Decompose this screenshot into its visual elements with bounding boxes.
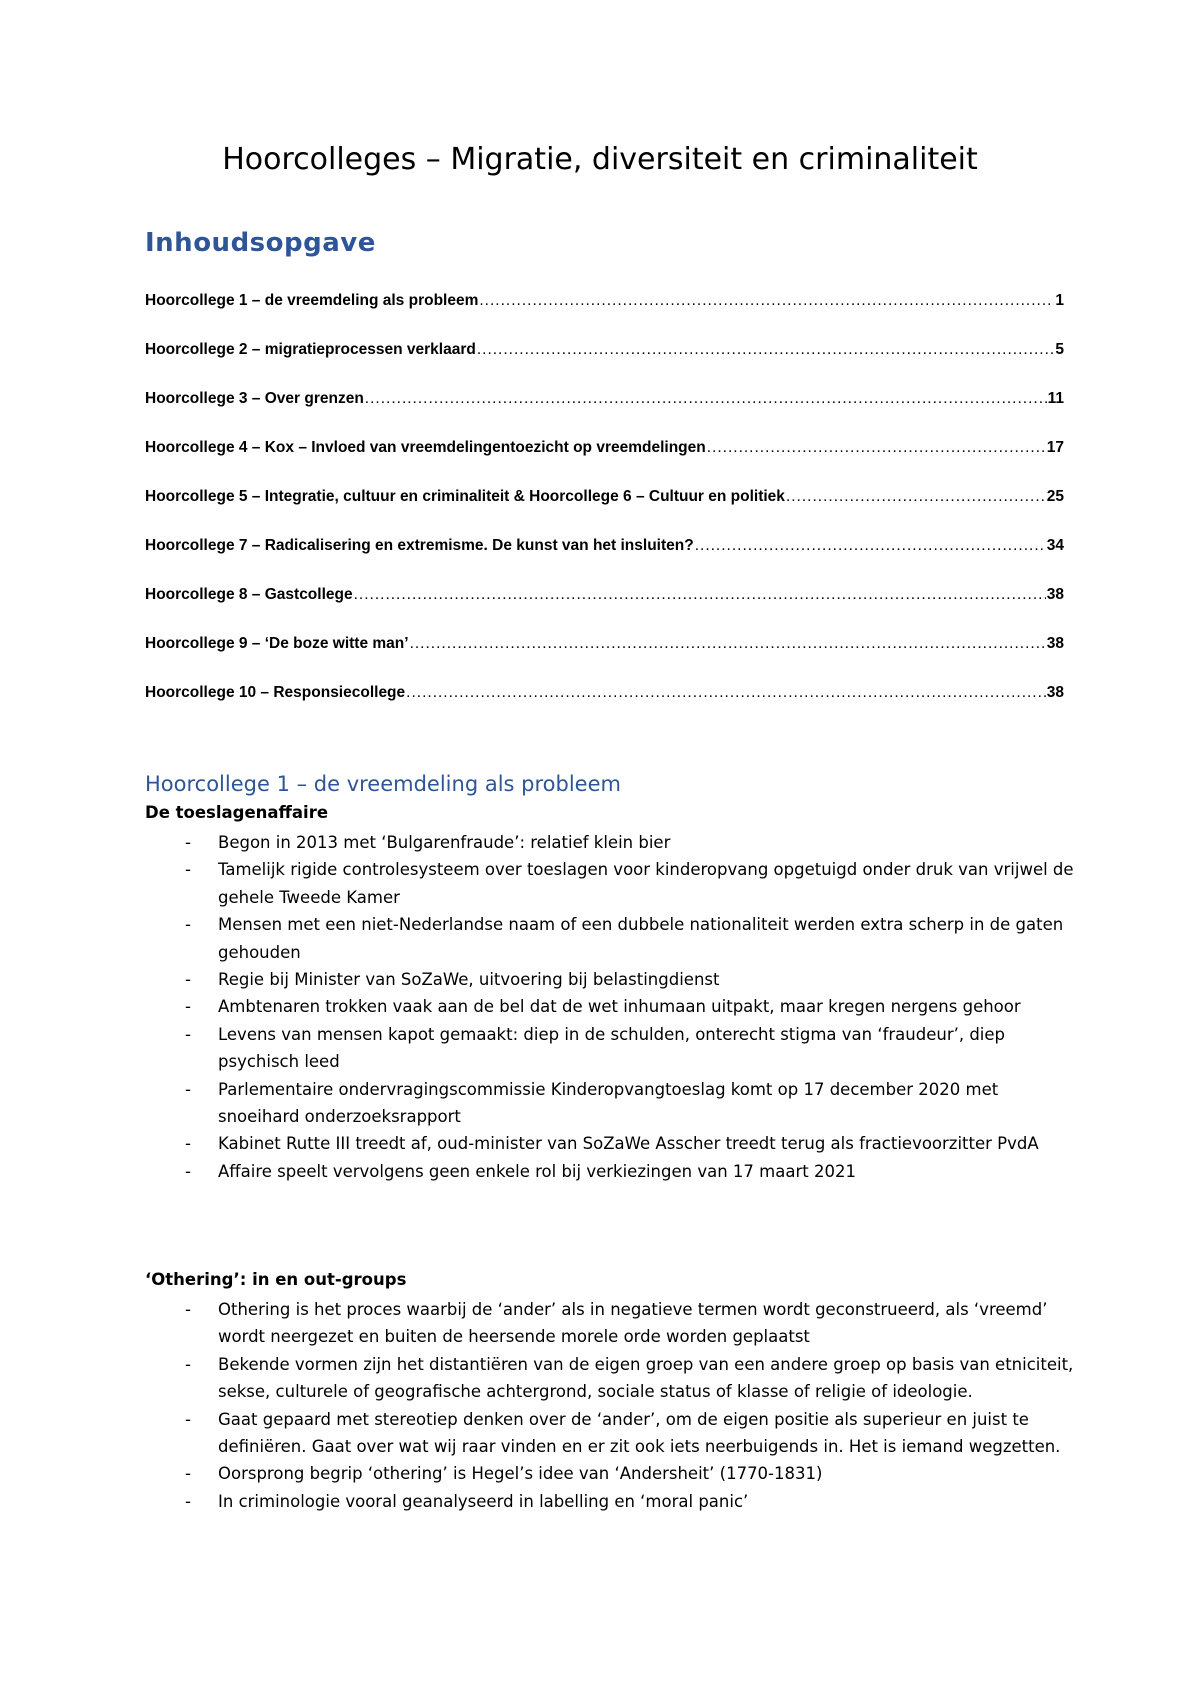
list-item: - Gaat gepaard met stereotiep denken over de ‘ander’, om de eigen positie als superieur en juist te definiëren. Gaat over wat wij raar vinden en er zit ook iets neerbuigends in. Het is iemand wegzetten. — [145, 1406, 1075, 1461]
toc-entry-title: Hoorcollege 7 – Radicalisering en extremisme. De kunst van het insluiten? — [145, 537, 694, 554]
toc-entry-title: Hoorcollege 4 – Kox – Invloed van vreemdelingentoezicht op vreemdelingen — [145, 439, 706, 456]
toc-entry-page: 38 — [1046, 586, 1064, 603]
toc-entry-title: Hoorcollege 2 – migratieprocessen verklaard — [145, 341, 476, 358]
subsection-heading-othering: ‘Othering’: in en out-groups — [145, 1270, 407, 1289]
list-item: - Oorsprong begrip ‘othering’ is Hegel’s idee van ‘Andersheit’ (1770-1831) — [145, 1460, 1075, 1487]
list-item: - Begon in 2013 met ‘Bulgarenfraude’: relatief klein bier — [145, 829, 1075, 856]
toc-leader — [707, 439, 1046, 457]
toc-entry[interactable] — [145, 439, 1064, 488]
list-item: - Affaire speelt vervolgens geen enkele rol bij verkiezingen van 17 maart 2021 — [145, 1158, 1075, 1185]
bullet-list-othering — [145, 1296, 1075, 1515]
list-item: - Parlementaire ondervragingscommissie Kinderopvangtoeslag komt op 17 december 2020 met snoeihard onderzoeksrapport — [145, 1076, 1075, 1131]
list-item: - Othering is het proces waarbij de ‘ander’ als in negatieve termen wordt geconstrueerd, als ‘vreemd’ wordt neergezet en buiten de heersende morele orde worden geplaatst — [145, 1296, 1075, 1351]
toc-leader — [354, 586, 1046, 604]
toc-entry-page: 38 — [1046, 635, 1064, 652]
list-item: - Kabinet Rutte III treedt af, oud-minister van SoZaWe Asscher treedt terug als fractievoorzitter PvdA — [145, 1130, 1075, 1157]
toc-entry-title: Hoorcollege 10 – Responsiecollege — [145, 684, 406, 701]
toc-entry-page: 5 — [1055, 341, 1064, 358]
list-item: - Mensen met een niet-Nederlandse naam of een dubbele nationaliteit werden extra scherp in de gaten gehouden — [145, 911, 1075, 966]
toc-entry-title: Hoorcollege 8 – Gastcollege — [145, 586, 353, 603]
bullet-list-toeslagenaffaire — [145, 829, 1075, 1185]
toc-leader — [365, 390, 1047, 408]
list-item: - Regie bij Minister van SoZaWe, uitvoering bij belastingdienst — [145, 966, 1075, 993]
toc-leader — [479, 292, 1054, 310]
toc-entry-page: 17 — [1046, 439, 1064, 456]
toc-leader — [410, 635, 1046, 653]
toc-leader — [477, 341, 1055, 359]
table-of-contents — [145, 292, 1064, 733]
toc-entry[interactable] — [145, 635, 1064, 684]
list-item: - Ambtenaren trokken vaak aan de bel dat de wet inhumaan uitpakt, maar kregen nergens gehoor — [145, 993, 1075, 1020]
toc-heading: Inhoudsopgave — [145, 228, 376, 258]
list-item: - In criminologie vooral geanalyseerd in labelling en ‘moral panic’ — [145, 1488, 1075, 1515]
toc-entry-title: Hoorcollege 3 – Over grenzen — [145, 390, 364, 407]
list-item: - Bekende vormen zijn het distantiëren van de eigen groep van een andere groep op basis van etniciteit, sekse, culturele of geografische achtergrond, sociale status of klasse of religie of ideologie. — [145, 1351, 1075, 1406]
toc-entry-page: 38 — [1046, 684, 1064, 701]
section-heading: Hoorcollege 1 – de vreemdeling als probleem — [145, 772, 621, 796]
toc-entry[interactable] — [145, 341, 1064, 390]
toc-leader — [786, 488, 1046, 506]
list-item: - Tamelijk rigide controlesysteem over toeslagen voor kinderopvang opgetuigd onder druk van vrijwel de gehele Tweede Kamer — [145, 856, 1075, 911]
toc-entry-page: 34 — [1046, 537, 1064, 554]
toc-entry[interactable] — [145, 292, 1064, 341]
toc-leader — [406, 684, 1046, 702]
toc-entry[interactable] — [145, 390, 1064, 439]
toc-entry[interactable] — [145, 586, 1064, 635]
toc-leader — [695, 537, 1046, 555]
toc-entry-title: Hoorcollege 5 – Integratie, cultuur en criminaliteit & Hoorcollege 6 – Cultuur en politiek — [145, 488, 785, 505]
subsection-heading-toeslagenaffaire: De toeslagenaffaire — [145, 803, 329, 822]
list-item: - Levens van mensen kapot gemaakt: diep in de schulden, onterecht stigma van ‘fraudeur’, diep psychisch leed — [145, 1021, 1075, 1076]
toc-entry[interactable] — [145, 537, 1064, 586]
toc-entry-page: 1 — [1055, 292, 1064, 309]
toc-entry[interactable] — [145, 684, 1064, 733]
toc-entry-page: 25 — [1046, 488, 1064, 505]
toc-entry[interactable] — [145, 488, 1064, 537]
toc-entry-title: Hoorcollege 1 – de vreemdeling als probleem — [145, 292, 479, 309]
document-title: Hoorcolleges – Migratie, diversiteit en criminaliteit — [222, 142, 978, 177]
toc-entry-page: 11 — [1047, 390, 1064, 407]
toc-entry-title: Hoorcollege 9 – ‘De boze witte man’ — [145, 635, 409, 652]
